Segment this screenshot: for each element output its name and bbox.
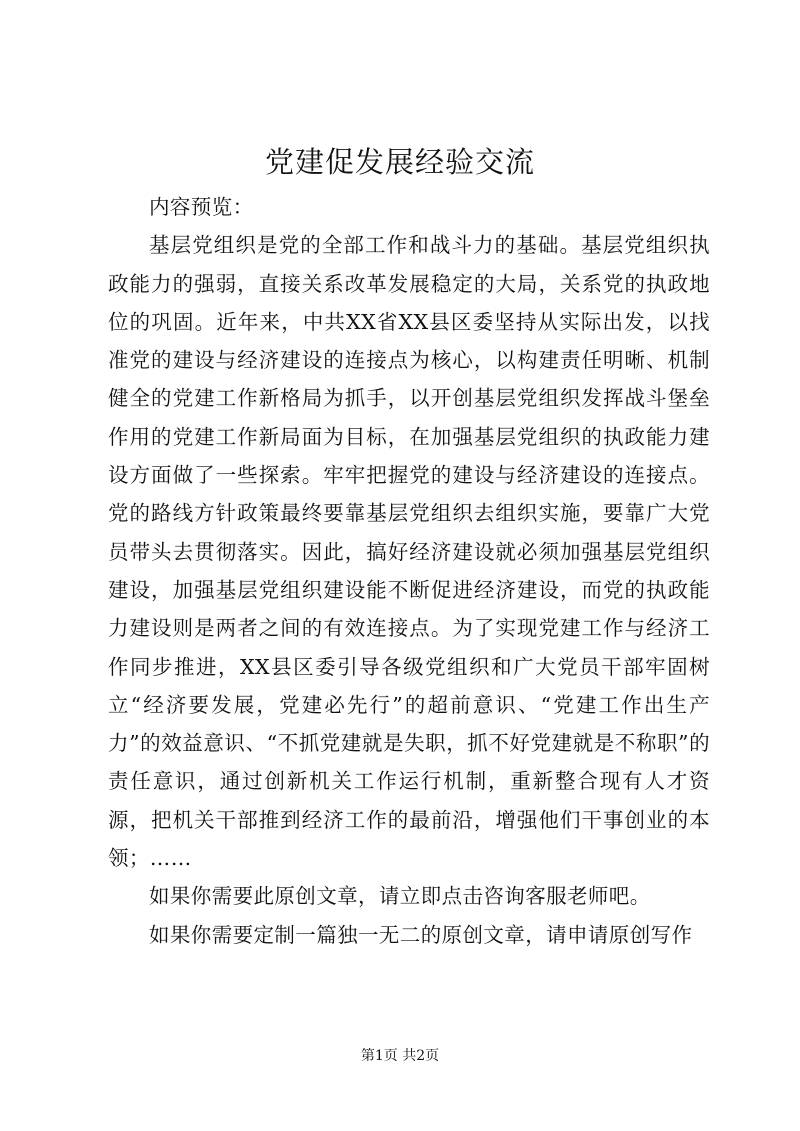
paragraph-custom: 如果你需要定制一篇独一无二的原创文章，请申请原创写作 [149, 922, 693, 947]
paragraph-main: 基层党组织是党的全部工作和战斗力的基础。基层党组织执政能力的强弱，直接关系改革发展稳定的大局，关系党的执政地位的巩固。近年来，中共XX省XX县区委坚持从实际出发，以找准党的建设与经济建设的连接点为核心，以构建责任明晰、机制健全的党建工作新格局为抓手，以开创基层党组织发挥战斗堡垒作用的党建工作新局面为目标，在加强基层党组织的执政能力建设方面做了一些探索。牢牢把握党的建设与经济建设的连接点。党的路线方针政策最终要靠基层党组织去组织实施，要靠广大党员带头去贯彻落实。因此，搞好经济建设就必须加强基层党组织建设，加强基层党组织建设能不断促进经济建设，而党的执政能力建设则是两者之间的有效连接点。为了实现党建工作与经济工作同步推进，XX县区委引导各级党组织和广大党员干部牢固树立“经济要发展，党建必先行”的超前意识、“党建工作出生产力”的效益意识、“不抓党建就是失职，抓不好党建就是不称职”的责任意识，通过创新机关工作运行机制，重新整合现有人才资源，把机关干部推到经济工作的最前沿，增强他们干事创业的本领；…… [108, 233, 710, 871]
preview-label: 内容预览： [149, 195, 254, 219]
page-number-footer: 第1页 共2页 [360, 1048, 440, 1064]
paragraph-consult: 如果你需要此原创文章，请立即点击咨询客服老师吧。 [149, 884, 651, 909]
document-body [108, 188, 710, 954]
document-title: 党建促发展经验交流 [264, 145, 535, 179]
